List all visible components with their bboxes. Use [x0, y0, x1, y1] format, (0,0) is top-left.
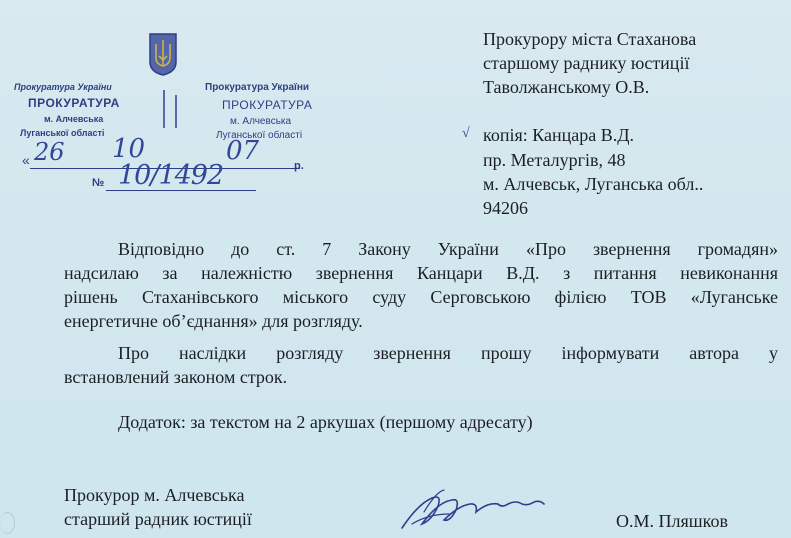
addressee-line1: Прокурору міста Стаханова [483, 29, 697, 49]
number-prefix: № [92, 177, 105, 189]
paragraph1-line1: Відповідно до ст. 7 Закону України «Про звернення громадян» [118, 239, 778, 259]
signatory-title-line2: старший радник юстиції [64, 509, 252, 529]
copy-line1: копія: Канцара В.Д. [483, 125, 635, 145]
coat-of-arms-icon [148, 32, 178, 76]
paragraph1-line2: надсилаю за належністю звернення Канцари В.Д. з питання невиконання [64, 263, 778, 283]
copy-line4: 94206 [483, 198, 528, 218]
signatory-name: О.М. Пляшков [616, 511, 728, 531]
stamp-left-line1: Прокуратура України [14, 82, 112, 92]
date-year: 07 [226, 136, 260, 166]
stamp-divider [163, 90, 165, 128]
paragraph1-line3: рішень Стаханівського міського суду Серговською філією ТОВ «Луганське [64, 287, 778, 307]
stamp-left-line4: Луганської області [20, 128, 105, 138]
copy-line2: пр. Металургів, 48 [483, 150, 626, 170]
date-prefix: « [22, 152, 30, 168]
addressee-line3: Таволжанському О.В. [483, 77, 650, 97]
attachment-line: Додаток: за текстом на 2 аркушах (першому адресату) [118, 412, 533, 432]
copy-line3: м. Алчевськ, Луганська обл.. [483, 174, 704, 194]
stamp-right-line1: Прокуратура України [205, 82, 310, 93]
number-value: 10/1492 [118, 160, 224, 191]
handwritten-signature [398, 484, 548, 534]
check-mark-icon: √ [462, 126, 470, 141]
signatory-title-line1: Прокурор м. Алчевська [64, 485, 245, 505]
date-day: 26 [34, 138, 65, 166]
paragraph2-line1: Про наслідки розгляду звернення прошу інформувати автора у [118, 343, 778, 363]
stamp-right-line4: Луганської області [216, 130, 303, 141]
stamp-left-line2: ПРОКУРАТУРА [28, 96, 120, 110]
stamp-divider [175, 95, 177, 128]
stamp-left-line3: м. Алчевська [44, 114, 104, 124]
addressee-line2: старшому раднику юстиції [483, 53, 690, 73]
paragraph1-line4: енергетичне об’єднання» для розгляду. [64, 311, 363, 331]
stamp-right-line3: м. Алчевська [230, 116, 292, 127]
paragraph2-line2: встановлений законом строк. [64, 367, 288, 387]
margin-mark [0, 512, 15, 534]
date-month: 10 [112, 134, 146, 164]
date-suffix: р. [294, 160, 304, 172]
stamp-right-line2: ПРОКУРАТУРА [222, 98, 313, 112]
